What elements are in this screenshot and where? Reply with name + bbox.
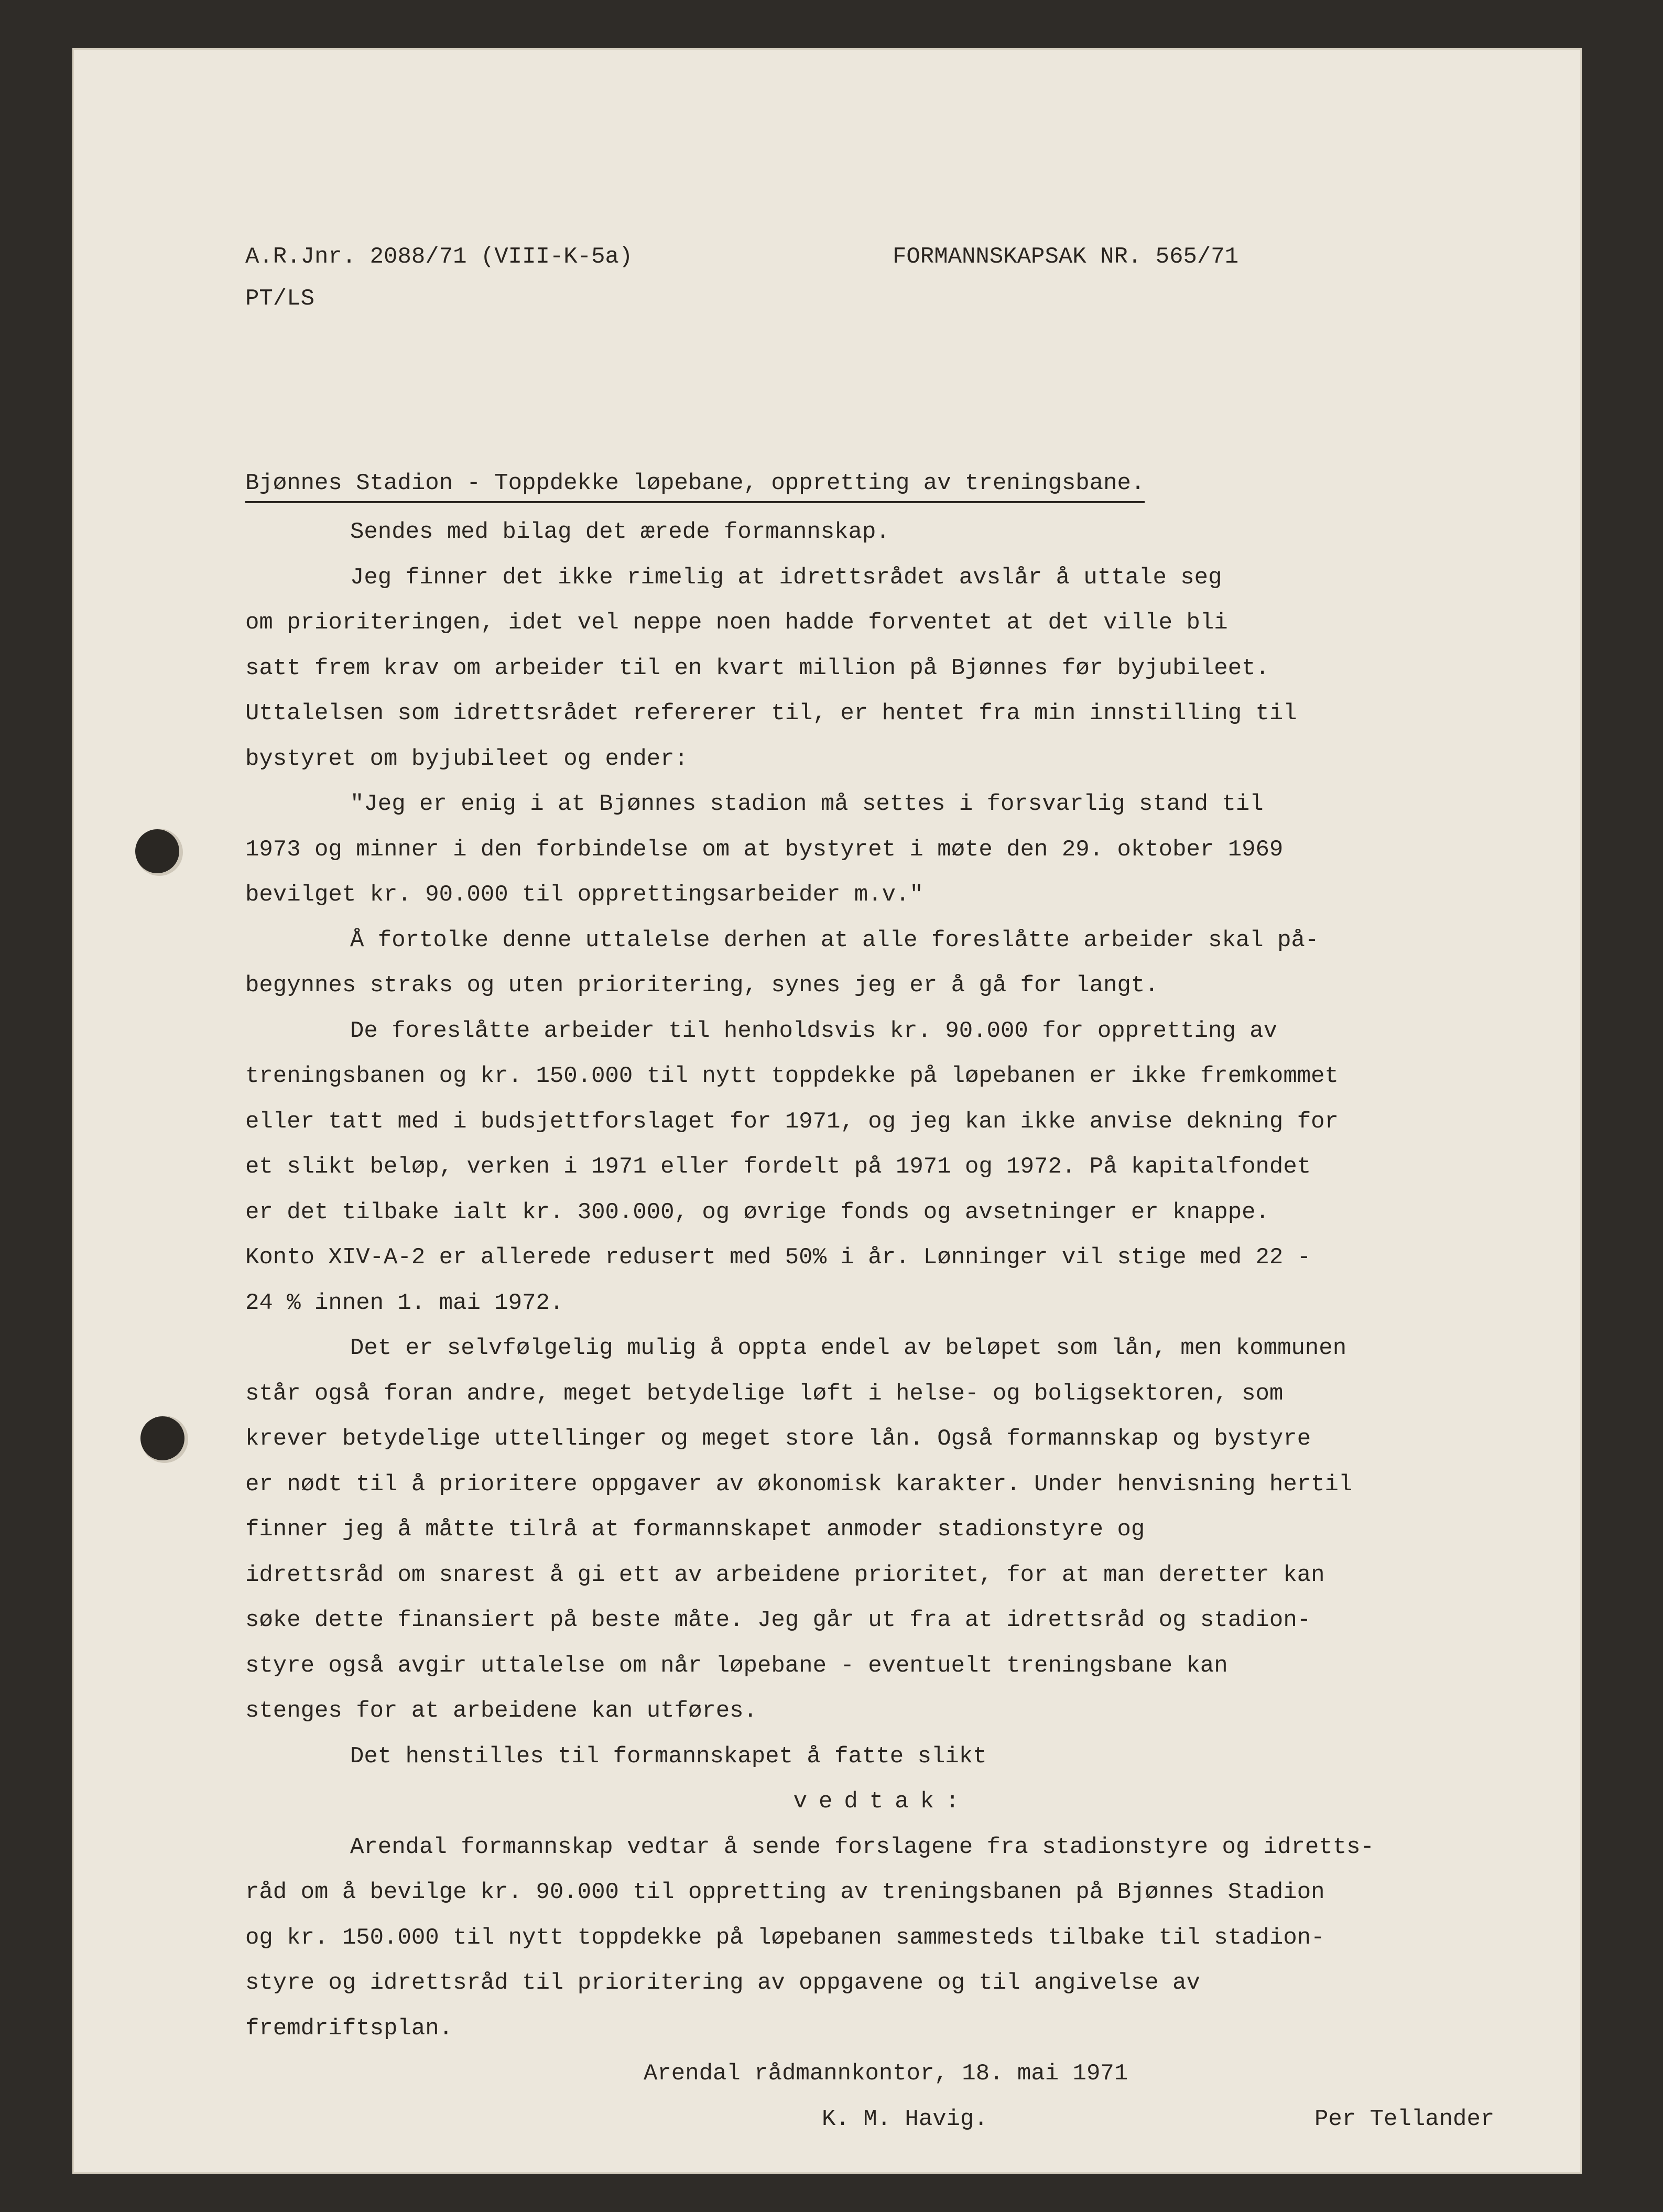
body-line: Det henstilles til formannskapet å fatte slikt [350,1743,987,1770]
body-line: fremdriftsplan. [245,2015,453,2042]
body-line: et slikt beløp, verken i 1971 eller fordelt på 1971 og 1972. På kapitalfondet [245,1154,1311,1180]
body-line: Konto XIV-A-2 er allerede redusert med 50% i år. Lønninger vil stige med 22 - [245,1244,1311,1271]
body-line: står også foran andre, meget betydelige løft i helse- og boligsektoren, som [245,1380,1284,1407]
signature-right: Per Tellander [1314,2106,1495,2132]
case-number: FORMANNSKAPSAK NR. 565/71 [893,244,1239,270]
initials: PT/LS [245,286,315,312]
body-line: 24 % innen 1. mai 1972. [245,1289,564,1316]
body-line: er nødt til å prioritere oppgaver av økonomisk karakter. Under henvisning hertil [245,1471,1353,1498]
document-body [245,509,1519,2142]
body-line: finner jeg å måtte tilrå at formannskapet anmoder stadionstyre og [245,1516,1145,1543]
body-line: om prioriteringen, idet vel neppe noen hadde forventet at det ville bli [245,610,1228,636]
body-line: Arendal formannskap vedtar å sende forslagene fra stadionstyre og idretts- [350,1834,1374,1860]
body-line: styre og idrettsråd til prioritering av oppgavene og til angivelse av [245,1970,1200,1996]
body-line: begynnes straks og uten prioritering, synes jeg er å gå for langt. [245,972,1159,999]
resolution-heading: vedtak: [793,1788,971,1815]
body-line: Å fortolke denne uttalelse derhen at alle foreslåtte arbeider skal på- [350,927,1319,953]
signature-left: K. M. Havig. [822,2106,988,2132]
body-line: bevilget kr. 90.000 til opprettingsarbeider m.v." [245,882,923,908]
place-and-date: Arendal rådmannkontor, 18. mai 1971 [644,2061,1128,2087]
body-line: Det er selvfølgelig mulig å oppta endel av beløpet som lån, men kommunen [350,1335,1347,1361]
body-line: 1973 og minner i den forbindelse om at bystyret i møte den 29. oktober 1969 [245,836,1284,863]
punch-hole [140,1416,184,1460]
body-line: er det tilbake ialt kr. 300.000, og øvrige fonds og avsetninger er knappe. [245,1199,1269,1226]
body-line: krever betydelige uttellinger og meget store lån. Også formannskap og bystyre [245,1426,1311,1452]
body-line: søke dette finansiert på beste måte. Jeg går ut fra at idrettsråd og stadion- [245,1607,1311,1633]
body-line: "Jeg er enig i at Bjønnes stadion må settes i forsvarlig stand til [350,791,1264,817]
body-line: eller tatt med i budsjettforslaget for 1971, og jeg kan ikke anvise dekning for [245,1108,1339,1135]
body-line: idrettsråd om snarest å gi ett av arbeidene prioritet, for at man deretter kan [245,1562,1325,1588]
document-page [72,48,1582,2174]
body-line: bystyret om byjubileet og ender: [245,745,688,772]
signature-row [245,2097,1519,2142]
body-line: stenges for at arbeidene kan utføres. [245,1698,757,1724]
body-line: råd om å bevilge kr. 90.000 til oppretting av treningsbanen på Bjønnes Stadion [245,1879,1325,1905]
body-line: Sendes med bilag det ærede formannskap. [350,519,890,545]
body-line: og kr. 150.000 til nytt toppdekke på løpebanen sammesteds tilbake til stadion- [245,1924,1325,1951]
body-line: Jeg finner det ikke rimelig at idrettsrådet avslår å uttale seg [350,564,1222,591]
punch-hole [135,829,179,873]
body-line: Uttalelsen som idrettsrådet refererer til, er hentet fra min innstilling til [245,700,1297,727]
body-line: satt frem krav om arbeider til en kvart million på Bjønnes før byjubileet. [245,655,1269,681]
journal-number: A.R.Jnr. 2088/71 (VIII-K-5a) [245,244,633,270]
body-line: De foreslåtte arbeider til henholdsvis kr. 90.000 for oppretting av [350,1017,1278,1044]
document-title: Bjønnes Stadion - Toppdekke løpebane, oppretting av treningsbane. [245,468,1145,503]
body-line: styre også avgir uttalelse om når løpebane - eventuelt treningsbane kan [245,1652,1228,1679]
body-line: treningsbanen og kr. 150.000 til nytt toppdekke på løpebanen er ikke fremkommet [245,1063,1339,1089]
